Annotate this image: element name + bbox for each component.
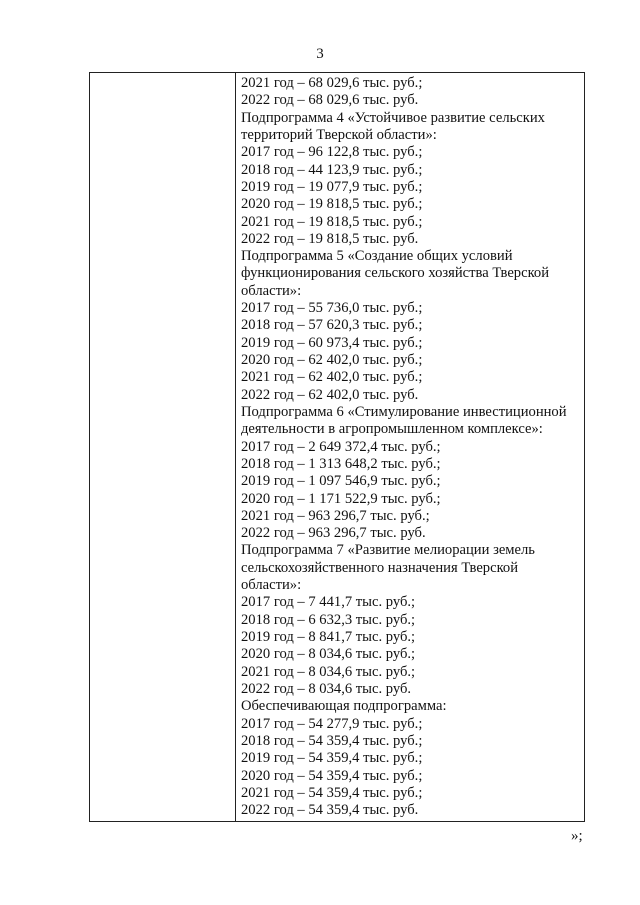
text-line: 2019 год – 19 077,9 тыс. руб.; — [241, 178, 423, 195]
text-line: деятельности в агропромышленном комплексе»: — [241, 421, 543, 438]
text-line: 2022 год – 54 359,4 тыс. руб. — [241, 802, 419, 819]
text-line: территорий Тверской области»: — [241, 126, 437, 143]
text-line: 2020 год – 19 818,5 тыс. руб.; — [241, 196, 423, 213]
text-line: 2018 год – 44 123,9 тыс. руб.; — [241, 161, 423, 178]
text-line: 2018 год – 57 620,3 тыс. руб.; — [241, 317, 423, 334]
text-line: 2019 год – 54 359,4 тыс. руб.; — [241, 750, 423, 767]
text-line: 2020 год – 8 034,6 тыс. руб.; — [241, 646, 416, 663]
text-line: 2021 год – 68 029,6 тыс. руб.; — [241, 75, 423, 91]
page-number: 3 — [316, 46, 324, 62]
text-line: 2017 год – 7 441,7 тыс. руб.; — [241, 594, 416, 611]
text-line: области»: — [241, 577, 302, 594]
financing-table — [89, 72, 585, 822]
text-line: 2019 год – 8 841,7 тыс. руб.; — [241, 629, 416, 645]
text-line: 2018 год – 6 632,3 тыс. руб.; — [241, 611, 416, 628]
text-line: 2017 год – 55 736,0 тыс. руб.; — [241, 300, 423, 317]
text-line: 2021 год – 19 818,5 тыс. руб.; — [241, 213, 423, 230]
text-line: Подпрограмма 4 «Устойчивое развитие сельских — [241, 109, 545, 126]
text-line: 2017 год – 2 649 372,4 тыс. руб.; — [241, 438, 441, 455]
text-line: 2021 год – 62 402,0 тыс. руб.; — [241, 369, 423, 386]
text-line: 2022 год – 963 296,7 тыс. руб. — [241, 525, 426, 542]
text-line: Обеспечивающая подпрограмма: — [241, 698, 447, 715]
text-line: 2017 год – 54 277,9 тыс. руб.; — [241, 715, 423, 732]
text-line: 2018 год – 1 313 648,2 тыс. руб.; — [241, 455, 441, 472]
text-line: 2020 год – 1 171 522,9 тыс. руб.; — [241, 490, 441, 507]
text-line: 2022 год – 8 034,6 тыс. руб. — [241, 680, 412, 697]
text-line: сельскохозяйственного назначения Тверской — [241, 559, 519, 576]
text-line: 2020 год – 62 402,0 тыс. руб.; — [241, 352, 423, 368]
text-line: Подпрограмма 5 «Создание общих условий — [241, 248, 513, 265]
financing-column — [241, 75, 580, 819]
text-line: 2022 год – 62 402,0 тыс. руб. — [241, 386, 419, 403]
text-line: 2020 год – 54 359,4 тыс. руб.; — [241, 767, 423, 784]
text-line: 2022 год – 19 818,5 тыс. руб. — [241, 230, 419, 247]
text-line: 2019 год – 60 973,4 тыс. руб.; — [241, 334, 423, 351]
text-line: 2019 год – 1 097 546,9 тыс. руб.; — [241, 473, 441, 490]
column-divider — [235, 73, 236, 821]
text-line: 2018 год – 54 359,4 тыс. руб.; — [241, 732, 423, 749]
text-line: 2021 год – 963 296,7 тыс. руб.; — [241, 507, 430, 524]
text-line: 2022 год – 68 029,6 тыс. руб. — [241, 92, 419, 109]
text-line: Подпрограмма 6 «Стимулирование инвестиционной — [241, 403, 567, 420]
text-line: 2017 год – 96 122,8 тыс. руб.; — [241, 144, 423, 161]
closing-quote-mark: »; — [571, 828, 583, 844]
text-line: 2021 год – 8 034,6 тыс. руб.; — [241, 663, 416, 680]
text-line: области»: — [241, 282, 302, 299]
text-line: функционирования сельского хозяйства Тверской — [241, 265, 550, 282]
text-line: 2021 год – 54 359,4 тыс. руб.; — [241, 784, 423, 801]
text-line: Подпрограмма 7 «Развитие мелиорации земель — [241, 542, 535, 559]
